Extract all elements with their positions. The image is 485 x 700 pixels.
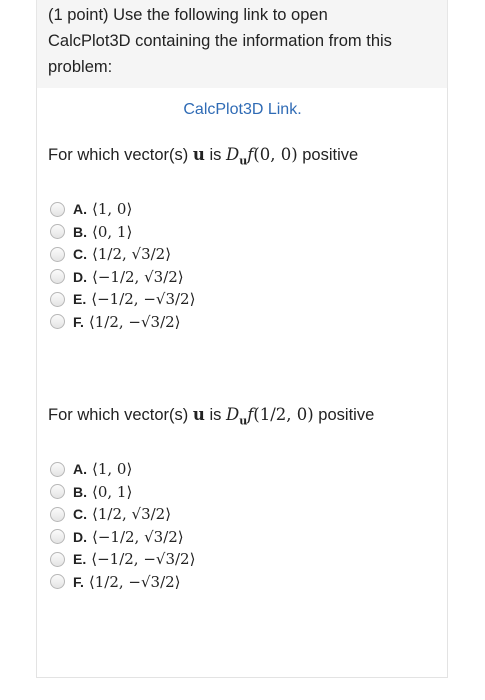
- radio-button[interactable]: [50, 224, 65, 239]
- radio-button[interactable]: [50, 247, 65, 262]
- radio-button[interactable]: [50, 292, 65, 307]
- option-d[interactable]: D. ⟨−1/2, √3/2⟩: [50, 526, 195, 549]
- option-f[interactable]: F. ⟨1/2, −√3/2⟩: [50, 571, 195, 594]
- question-prefix: For which vector(s): [48, 146, 193, 164]
- question-2: [48, 405, 374, 427]
- point-arg: (1/2, 0): [253, 405, 314, 424]
- function-f: f: [247, 145, 254, 164]
- derivative-sub: u: [239, 414, 248, 428]
- calcplot3d-link[interactable]: CalcPlot3D Link.: [183, 101, 302, 118]
- derivative-D: D: [225, 145, 240, 164]
- radio-button[interactable]: [50, 462, 65, 477]
- option-e[interactable]: E. ⟨−1/2, −√3/2⟩: [50, 288, 195, 311]
- problem-intro: [48, 2, 438, 80]
- intro-line: (1 point) Use the following link to open: [48, 6, 328, 24]
- derivative-sub: u: [239, 154, 248, 168]
- option-a[interactable]: A. ⟨1, 0⟩: [50, 198, 195, 221]
- options-q2: [50, 458, 195, 593]
- option-c[interactable]: C. ⟨1/2, √3/2⟩: [50, 243, 195, 266]
- vector-u: u: [192, 405, 205, 424]
- radio-button[interactable]: [50, 484, 65, 499]
- options-q1: [50, 198, 195, 333]
- question-is: is: [204, 406, 226, 424]
- vector-u: u: [192, 145, 205, 164]
- question-suffix: positive: [297, 146, 359, 164]
- option-a[interactable]: A. ⟨1, 0⟩: [50, 458, 195, 481]
- option-c[interactable]: C. ⟨1/2, √3/2⟩: [50, 503, 195, 526]
- question-suffix: positive: [313, 406, 375, 424]
- derivative-D: D: [225, 405, 240, 424]
- radio-button[interactable]: [50, 269, 65, 284]
- radio-button[interactable]: [50, 507, 65, 522]
- intro-line: problem:: [48, 58, 113, 76]
- option-f[interactable]: F. ⟨1/2, −√3/2⟩: [50, 311, 195, 334]
- radio-button[interactable]: [50, 202, 65, 217]
- radio-button[interactable]: [50, 529, 65, 544]
- option-d[interactable]: D. ⟨−1/2, √3/2⟩: [50, 266, 195, 289]
- option-b[interactable]: B. ⟨0, 1⟩: [50, 481, 195, 504]
- question-prefix: For which vector(s): [48, 406, 193, 424]
- question-is: is: [204, 146, 226, 164]
- question-1: [48, 145, 358, 167]
- radio-button[interactable]: [50, 552, 65, 567]
- function-f: f: [247, 405, 254, 424]
- radio-button[interactable]: [50, 314, 65, 329]
- option-e[interactable]: E. ⟨−1/2, −√3/2⟩: [50, 548, 195, 571]
- point-arg: (0, 0): [253, 145, 298, 164]
- option-b[interactable]: B. ⟨0, 1⟩: [50, 221, 195, 244]
- radio-button[interactable]: [50, 574, 65, 589]
- intro-line: CalcPlot3D containing the information from this: [48, 32, 392, 50]
